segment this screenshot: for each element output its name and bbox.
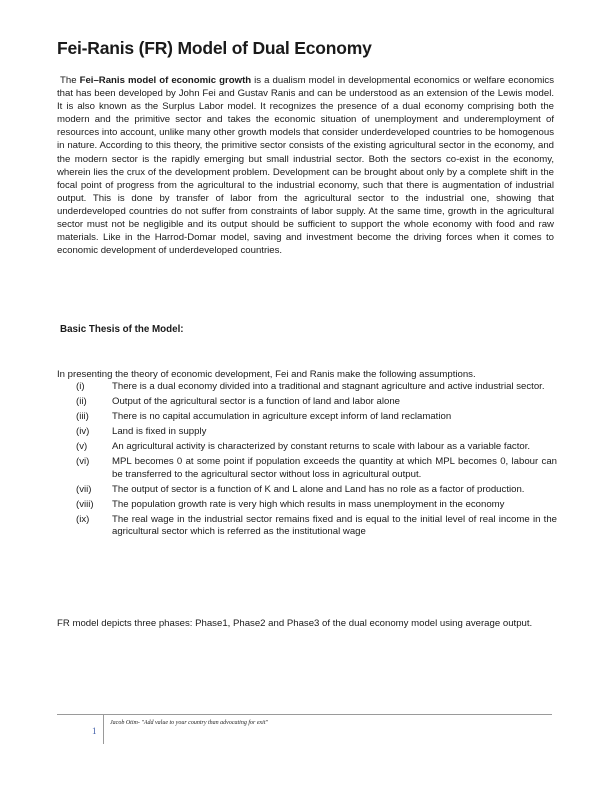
list-item-text: Output of the agricultural sector is a function of land and labor alone xyxy=(112,395,400,407)
intro-lead-word: The xyxy=(60,75,77,86)
list-item xyxy=(57,381,557,394)
list-item-number: (iv) xyxy=(76,425,90,437)
assumptions-list xyxy=(57,381,557,541)
list-item-number: (vi) xyxy=(76,455,90,467)
list-item-number: (v) xyxy=(76,440,88,452)
list-item xyxy=(57,456,557,482)
list-item xyxy=(57,484,557,497)
list-item-number: (viii) xyxy=(76,498,94,510)
list-item-number: (iii) xyxy=(76,410,89,422)
closing-paragraph: FR model depicts three phases: Phase1, Phase2 and Phase3 of the dual economy model using average output. xyxy=(57,618,533,629)
page-number: 1 xyxy=(92,726,97,736)
list-item xyxy=(57,411,557,424)
intro-text: is a dualism model in developmental economics or welfare economics that has been developed by John Fei and Gustav Ranis and can be understood as an extension of the Lewis model. It is also known as the Surplus Labor model. It recognizes the presence of a dual economy comprising both the modern and the primitive sector and takes the economic situation of unemployment and underemployment of resources into account, unlike many other growth models that consider underdeveloped countries to be homogenous in nature. According to this theory, the primitive sector consists of the existing agricultural sector in the economy, and the modern sector is the rapidly emerging but small industrial sector. Both the sectors co-exist in the economy, wherein lies the crux of the development problem. Development can be brought about only by a complete shift in the focal point of progress from the agricultural to the industrial economy, such that there is augmentation of industrial output. This is done by transfer of labor from the agricultural sector to the industrial one, showing that underdeveloped countries do not suffer from constraints of labor supply. At the same time, growth in the agricultural sector must not be negligible and its output should be sufficient to support the whole economy with food and raw materials. Like in the Harrod-Domar model, saving and investment become the driving forces when it comes to economic development of underdeveloped countries. xyxy=(57,75,555,257)
list-item-text: The population growth rate is very high which results in mass unemployment in the economy xyxy=(112,498,505,510)
list-item xyxy=(57,499,557,512)
list-item-number: (ix) xyxy=(76,513,90,525)
footer-divider xyxy=(57,714,552,715)
intro-bold-term: Fei–Ranis model of economic growth xyxy=(79,75,252,86)
assumptions-lead: In presenting the theory of economic development, Fei and Ranis make the following assumptions. xyxy=(57,369,476,380)
list-item-text: The output of sector is a function of K and L alone and Land has no role as a factor of production. xyxy=(112,483,525,495)
list-item xyxy=(57,514,557,540)
list-item xyxy=(57,396,557,409)
list-item xyxy=(57,441,557,454)
intro-paragraph xyxy=(57,74,554,257)
footer-divider-vertical xyxy=(103,714,104,744)
page-title: Fei-Ranis (FR) Model of Dual Economy xyxy=(57,38,372,58)
list-item-text: Land is fixed in supply xyxy=(112,425,207,437)
footer-quote: Jacob Otim- "Add value to your country than advocating for exit" xyxy=(110,720,269,726)
list-item-number: (i) xyxy=(76,381,85,392)
list-item xyxy=(57,426,557,439)
section-heading: Basic Thesis of the Model: xyxy=(60,324,184,335)
list-item-text: The real wage in the industrial sector remains fixed and is equal to the initial level of real income in the agricultural sector which is referred as the institutional wage xyxy=(112,513,557,538)
list-item-number: (vii) xyxy=(76,483,92,495)
list-item-text: An agricultural activity is characterized by constant returns to scale with labour as a variable factor. xyxy=(112,440,531,452)
list-item-number: (ii) xyxy=(76,395,87,407)
list-item-text: There is no capital accumulation in agriculture except inform of land reclamation xyxy=(112,410,452,422)
list-item-text: There is a dual economy divided into a traditional and stagnant agriculture and active industrial sector. xyxy=(112,381,545,392)
list-item-text: MPL becomes 0 at some point if population exceeds the quantity at which MPL becomes 0, labour can be transferred to the agricultural sector without loss in agricultural output. xyxy=(112,455,557,480)
